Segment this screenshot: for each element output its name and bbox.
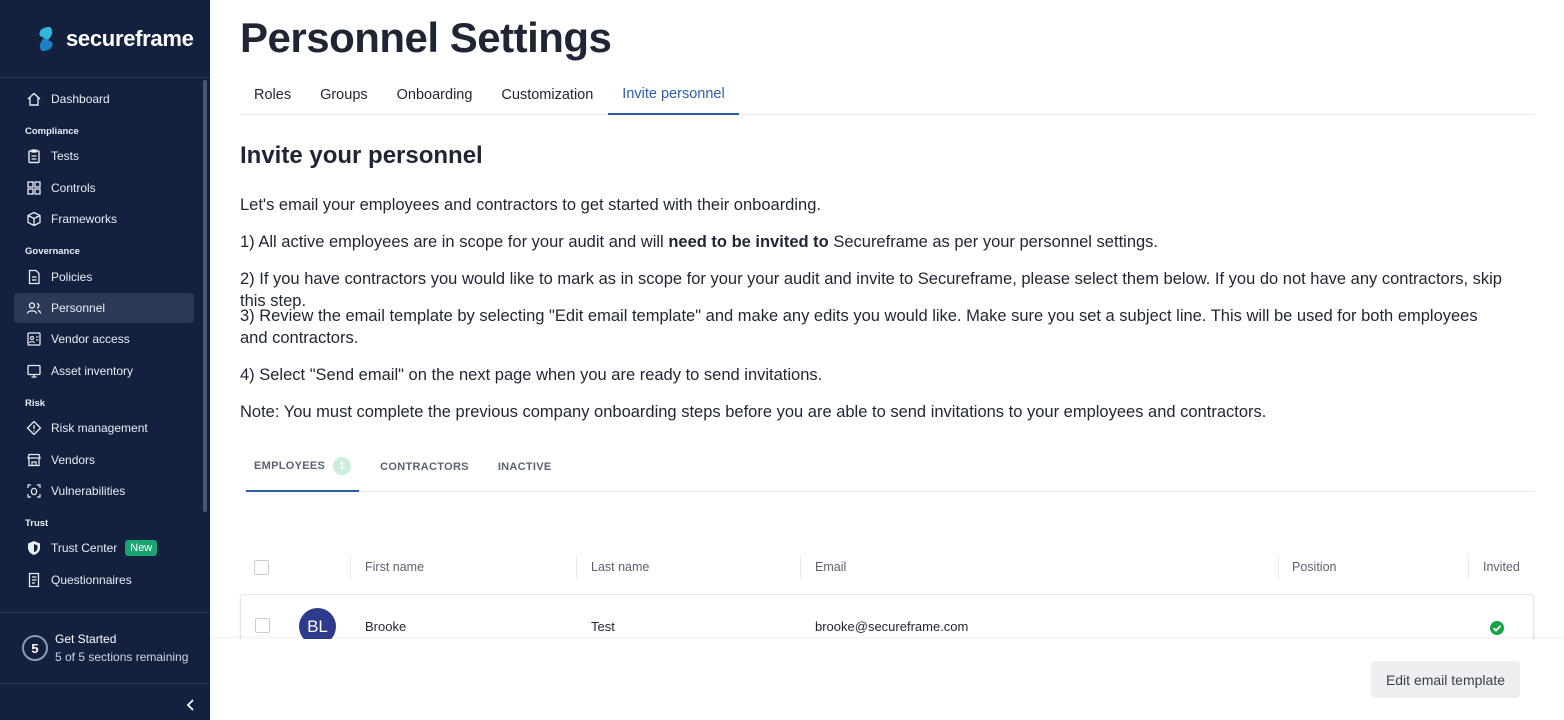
personnel-type-tabs <box>246 444 1534 492</box>
sidebar-item-vendors[interactable] <box>14 445 194 475</box>
sidebar-item-label: Personnel <box>51 300 106 315</box>
column-divider[interactable] <box>1278 555 1279 579</box>
secureframe-logo-icon <box>36 26 56 52</box>
sidebar-item-frameworks[interactable] <box>14 204 194 234</box>
sidebar-item-risk-management[interactable] <box>14 413 194 443</box>
sidebar-nav <box>14 84 194 596</box>
cube-icon <box>26 211 42 227</box>
column-email[interactable]: Email <box>815 560 847 574</box>
column-divider[interactable] <box>800 555 801 579</box>
sidebar-item-label: Vendors <box>51 452 96 467</box>
document-icon <box>26 269 42 285</box>
brand-name: secureframe <box>66 25 194 51</box>
invited-check-icon <box>1490 621 1504 635</box>
get-started-subtitle: 5 of 5 sections remaining <box>55 650 189 664</box>
sidebar-item-label: Vulnerabilities <box>51 483 126 498</box>
step-2-text: 2) If you have contractors you would like to mark as in scope for your your audit and invite to Secureframe, please select them below. If you do not have any contractors, skip this step. <box>240 270 1502 310</box>
last-name-cell: Test <box>591 619 615 634</box>
sidebar-item-label: Dashboard <box>51 92 110 106</box>
select-all-checkbox[interactable] <box>254 560 269 575</box>
column-divider[interactable] <box>576 555 577 579</box>
sidebar-item-asset-inventory[interactable] <box>14 356 194 386</box>
sidebar-scrollbar[interactable] <box>203 80 207 512</box>
sidebar-item-policies[interactable] <box>14 262 194 292</box>
get-started-count: 5 <box>22 635 48 661</box>
user-list-icon <box>26 331 42 347</box>
main-content <box>210 0 1564 720</box>
collapse-sidebar-icon[interactable] <box>184 698 198 712</box>
page-title: Personnel Settings <box>240 14 612 61</box>
clipboard-icon <box>26 148 42 164</box>
step-1-pre: 1) All active employees are in scope for your audit and will <box>240 233 669 251</box>
sidebar-item-tests[interactable] <box>14 141 194 171</box>
tab-groups[interactable]: Groups <box>320 87 368 103</box>
sidebar-item-questionnaires[interactable] <box>14 565 194 595</box>
tab-employees[interactable] <box>246 444 359 492</box>
sidebar-item-label: Vendor access <box>51 332 130 347</box>
note-text: Note: You must complete the previous company onboarding steps before you are able to send invitations to your employees and contractors. <box>240 403 1267 421</box>
tab-contractors[interactable]: CONTRACTORS <box>380 461 469 473</box>
store-icon <box>26 452 42 468</box>
column-position[interactable]: Position <box>1292 560 1337 574</box>
column-divider[interactable] <box>1468 555 1469 579</box>
section-title: Invite your personnel <box>240 142 483 169</box>
tab-invite-personnel[interactable]: Invite personnel <box>608 78 738 115</box>
sidebar-item-vulnerabilities[interactable] <box>14 476 194 506</box>
step-1-bold: need to be invited to <box>668 233 829 251</box>
select-all-cell <box>254 552 269 582</box>
new-badge: New <box>125 540 157 556</box>
sidebar <box>0 0 210 720</box>
footer-bar <box>210 639 1564 720</box>
get-started-title: Get Started <box>55 632 117 646</box>
column-first-name[interactable]: First name <box>365 560 425 574</box>
people-icon <box>26 300 42 316</box>
sidebar-item-label: Trust Center <box>51 541 118 556</box>
tab-onboarding[interactable]: Onboarding <box>396 87 473 103</box>
column-invited[interactable]: Invited <box>1483 560 1520 574</box>
bug-scan-icon <box>26 483 42 499</box>
diamond-alert-icon <box>26 420 42 436</box>
grid-icon <box>26 180 42 196</box>
nav-section-governance: Governance <box>25 246 80 258</box>
form-icon <box>26 572 42 588</box>
step-4-text: 4) Select "Send email" on the next page when you are ready to send invitations. <box>240 366 823 384</box>
step-3-text: 3) Review the email template by selecting "Edit email template" and make any edits you would like. Make sure you set a subject line. This will be used for both employees and contractors. <box>240 307 1478 347</box>
step-1-text <box>240 231 1530 253</box>
sidebar-item-label: Risk management <box>51 421 148 436</box>
email-cell: brooke@secureframe.com <box>815 619 969 634</box>
column-last-name[interactable]: Last name <box>591 560 650 574</box>
avatar: BL <box>299 608 336 645</box>
settings-tabs <box>240 78 1534 115</box>
sidebar-item-vendor-access[interactable] <box>14 324 194 354</box>
tab-roles[interactable]: Roles <box>254 87 292 103</box>
sidebar-item-controls[interactable] <box>14 173 194 203</box>
sidebar-item-personnel[interactable] <box>14 293 194 323</box>
edit-email-template-button[interactable]: Edit email template <box>1371 661 1520 698</box>
sidebar-item-label: Controls <box>51 180 96 195</box>
tab-inactive[interactable]: INACTIVE <box>497 461 552 473</box>
sidebar-item-label: Asset inventory <box>51 363 134 378</box>
step-1-post: Secureframe as per your personnel settings. <box>828 233 1159 251</box>
sidebar-item-trust-center[interactable] <box>14 533 194 563</box>
nav-section-compliance: Compliance <box>25 125 79 137</box>
table-header <box>240 552 1534 582</box>
brand[interactable] <box>0 0 210 78</box>
sidebar-item-label: Questionnaires <box>51 572 132 587</box>
monitor-icon <box>26 363 42 379</box>
tab-employees-label: EMPLOYEES <box>254 460 326 472</box>
sidebar-item-dashboard[interactable] <box>14 84 194 114</box>
first-name-cell: Brooke <box>365 619 407 634</box>
sidebar-item-label: Tests <box>51 149 80 164</box>
home-icon <box>26 91 42 107</box>
intro-text: Let's email your employees and contractors to get started with their onboarding. <box>240 196 821 214</box>
tab-customization[interactable]: Customization <box>501 87 594 103</box>
shield-icon <box>26 540 42 556</box>
column-divider[interactable] <box>350 555 351 579</box>
employees-count-badge: 1 <box>333 457 351 475</box>
get-started-panel[interactable] <box>0 612 210 684</box>
sidebar-item-label: Policies <box>51 269 93 284</box>
nav-section-trust: Trust <box>25 517 49 529</box>
sidebar-item-label: Frameworks <box>51 212 118 227</box>
nav-section-risk: Risk <box>25 397 46 409</box>
row-checkbox[interactable] <box>255 618 270 633</box>
